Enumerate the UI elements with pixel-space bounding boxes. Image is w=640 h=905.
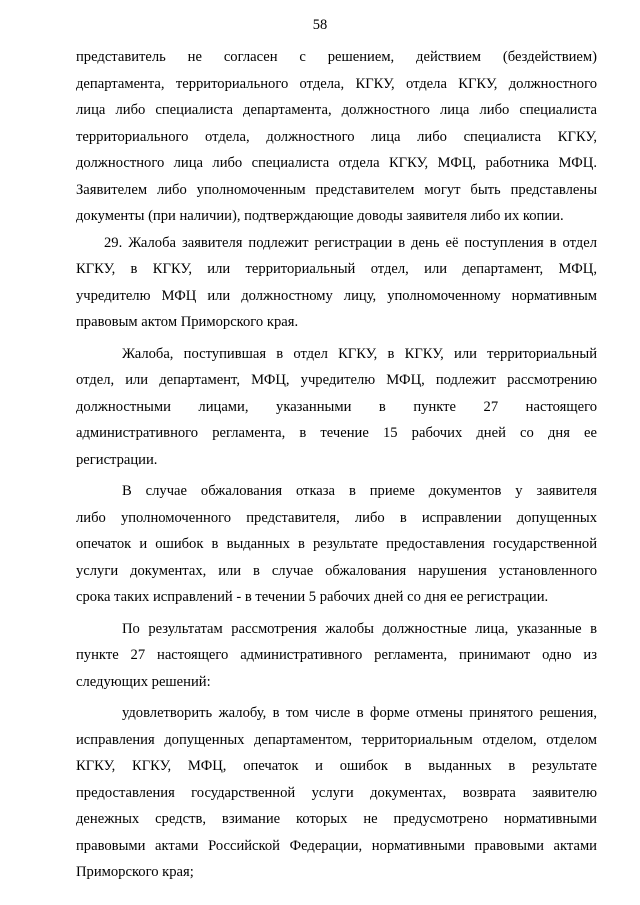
text-line: 29. Жалоба заявителя подлежит регистрации в день её поступления в отдел — [104, 234, 597, 251]
page-number: 58 — [312, 17, 328, 33]
text-line: Приморского края; — [76, 864, 194, 880]
text-line: Заявителем либо уполномоченным представителем могут быть представлены — [76, 181, 597, 198]
text-line: срока таких исправлений - в течении 5 рабочих дней со дня ее регистрации. — [76, 589, 549, 605]
document-body — [76, 44, 597, 886]
text-line: должностными лицами, указанными в пункте 27 настоящего — [76, 398, 597, 415]
text-line: территориального отдела, должностного лица либо специалиста КГКУ, — [76, 128, 597, 145]
text-line: лица либо специалиста департамента, должностного лица либо специалиста — [76, 102, 597, 118]
paragraph — [76, 700, 597, 886]
paragraph — [76, 341, 597, 474]
text-line: пункте 27 настоящего административного регламента, принимают одно из — [76, 647, 597, 663]
text-line: услуги документах, или в случае обжалования нарушения установленного — [76, 562, 597, 579]
text-line: административного регламента, в течение 15 рабочих дней со дня ее — [76, 425, 597, 441]
text-line: По результатам рассмотрения жалобы должностные лица, указанные в — [122, 620, 597, 637]
text-line: удовлетворить жалобу, в том числе в форме отмены принятого решения, — [122, 705, 597, 721]
text-line: предоставления государственной услуги документах, возврата заявителю — [76, 784, 597, 801]
text-line: правовыми актами Российской Федерации, нормативными правовыми актами — [76, 837, 597, 854]
paragraph-continuation — [76, 44, 597, 230]
text-line: В случае обжалования отказа в приеме документов у заявителя — [122, 483, 597, 499]
text-line: отдел, или департамент, МФЦ, учредителю МФЦ, подлежит рассмотрению — [76, 372, 597, 388]
text-line: документы (при наличии), подтверждающие доводы заявителя либо их копии. — [76, 208, 564, 224]
text-line: Жалоба, поступившая в отдел КГКУ, в КГКУ, или территориальный — [122, 345, 597, 362]
text-line: следующих решений: — [76, 673, 211, 690]
text-line: денежных средств, взимание которых не предусмотрено нормативными — [76, 811, 597, 827]
text-line: КГКУ, КГКУ, МФЦ, опечаток и ошибок в выданных в результате — [76, 758, 597, 774]
text-line: КГКУ, в КГКУ, или территориальный отдел, или департамент, МФЦ, — [76, 261, 597, 277]
text-line: регистрации. — [76, 451, 158, 468]
paragraph-item-29 — [76, 230, 597, 336]
text-line: либо уполномоченного представителя, либо в исправлении допущенных — [76, 509, 597, 526]
paragraph — [76, 616, 597, 696]
text-line: департамента, территориального отдела, КГКУ, отдела КГКУ, должностного — [76, 75, 597, 92]
paragraph — [76, 478, 597, 611]
text-line: учредителю МФЦ или должностному лицу, уполномоченному нормативным — [76, 287, 597, 304]
text-line: исправления допущенных департаментом, территориальным отделом, отделом — [76, 731, 597, 748]
text-line: правовым актом Приморского края. — [76, 314, 299, 330]
text-line: опечаток и ошибок в выданных в результате предоставления государственной — [76, 536, 597, 552]
text-line: представитель не согласен с решением, действием (бездействием) — [76, 49, 597, 65]
text-line: должностного лица либо специалиста отдела КГКУ, МФЦ, работника МФЦ. — [76, 155, 597, 171]
